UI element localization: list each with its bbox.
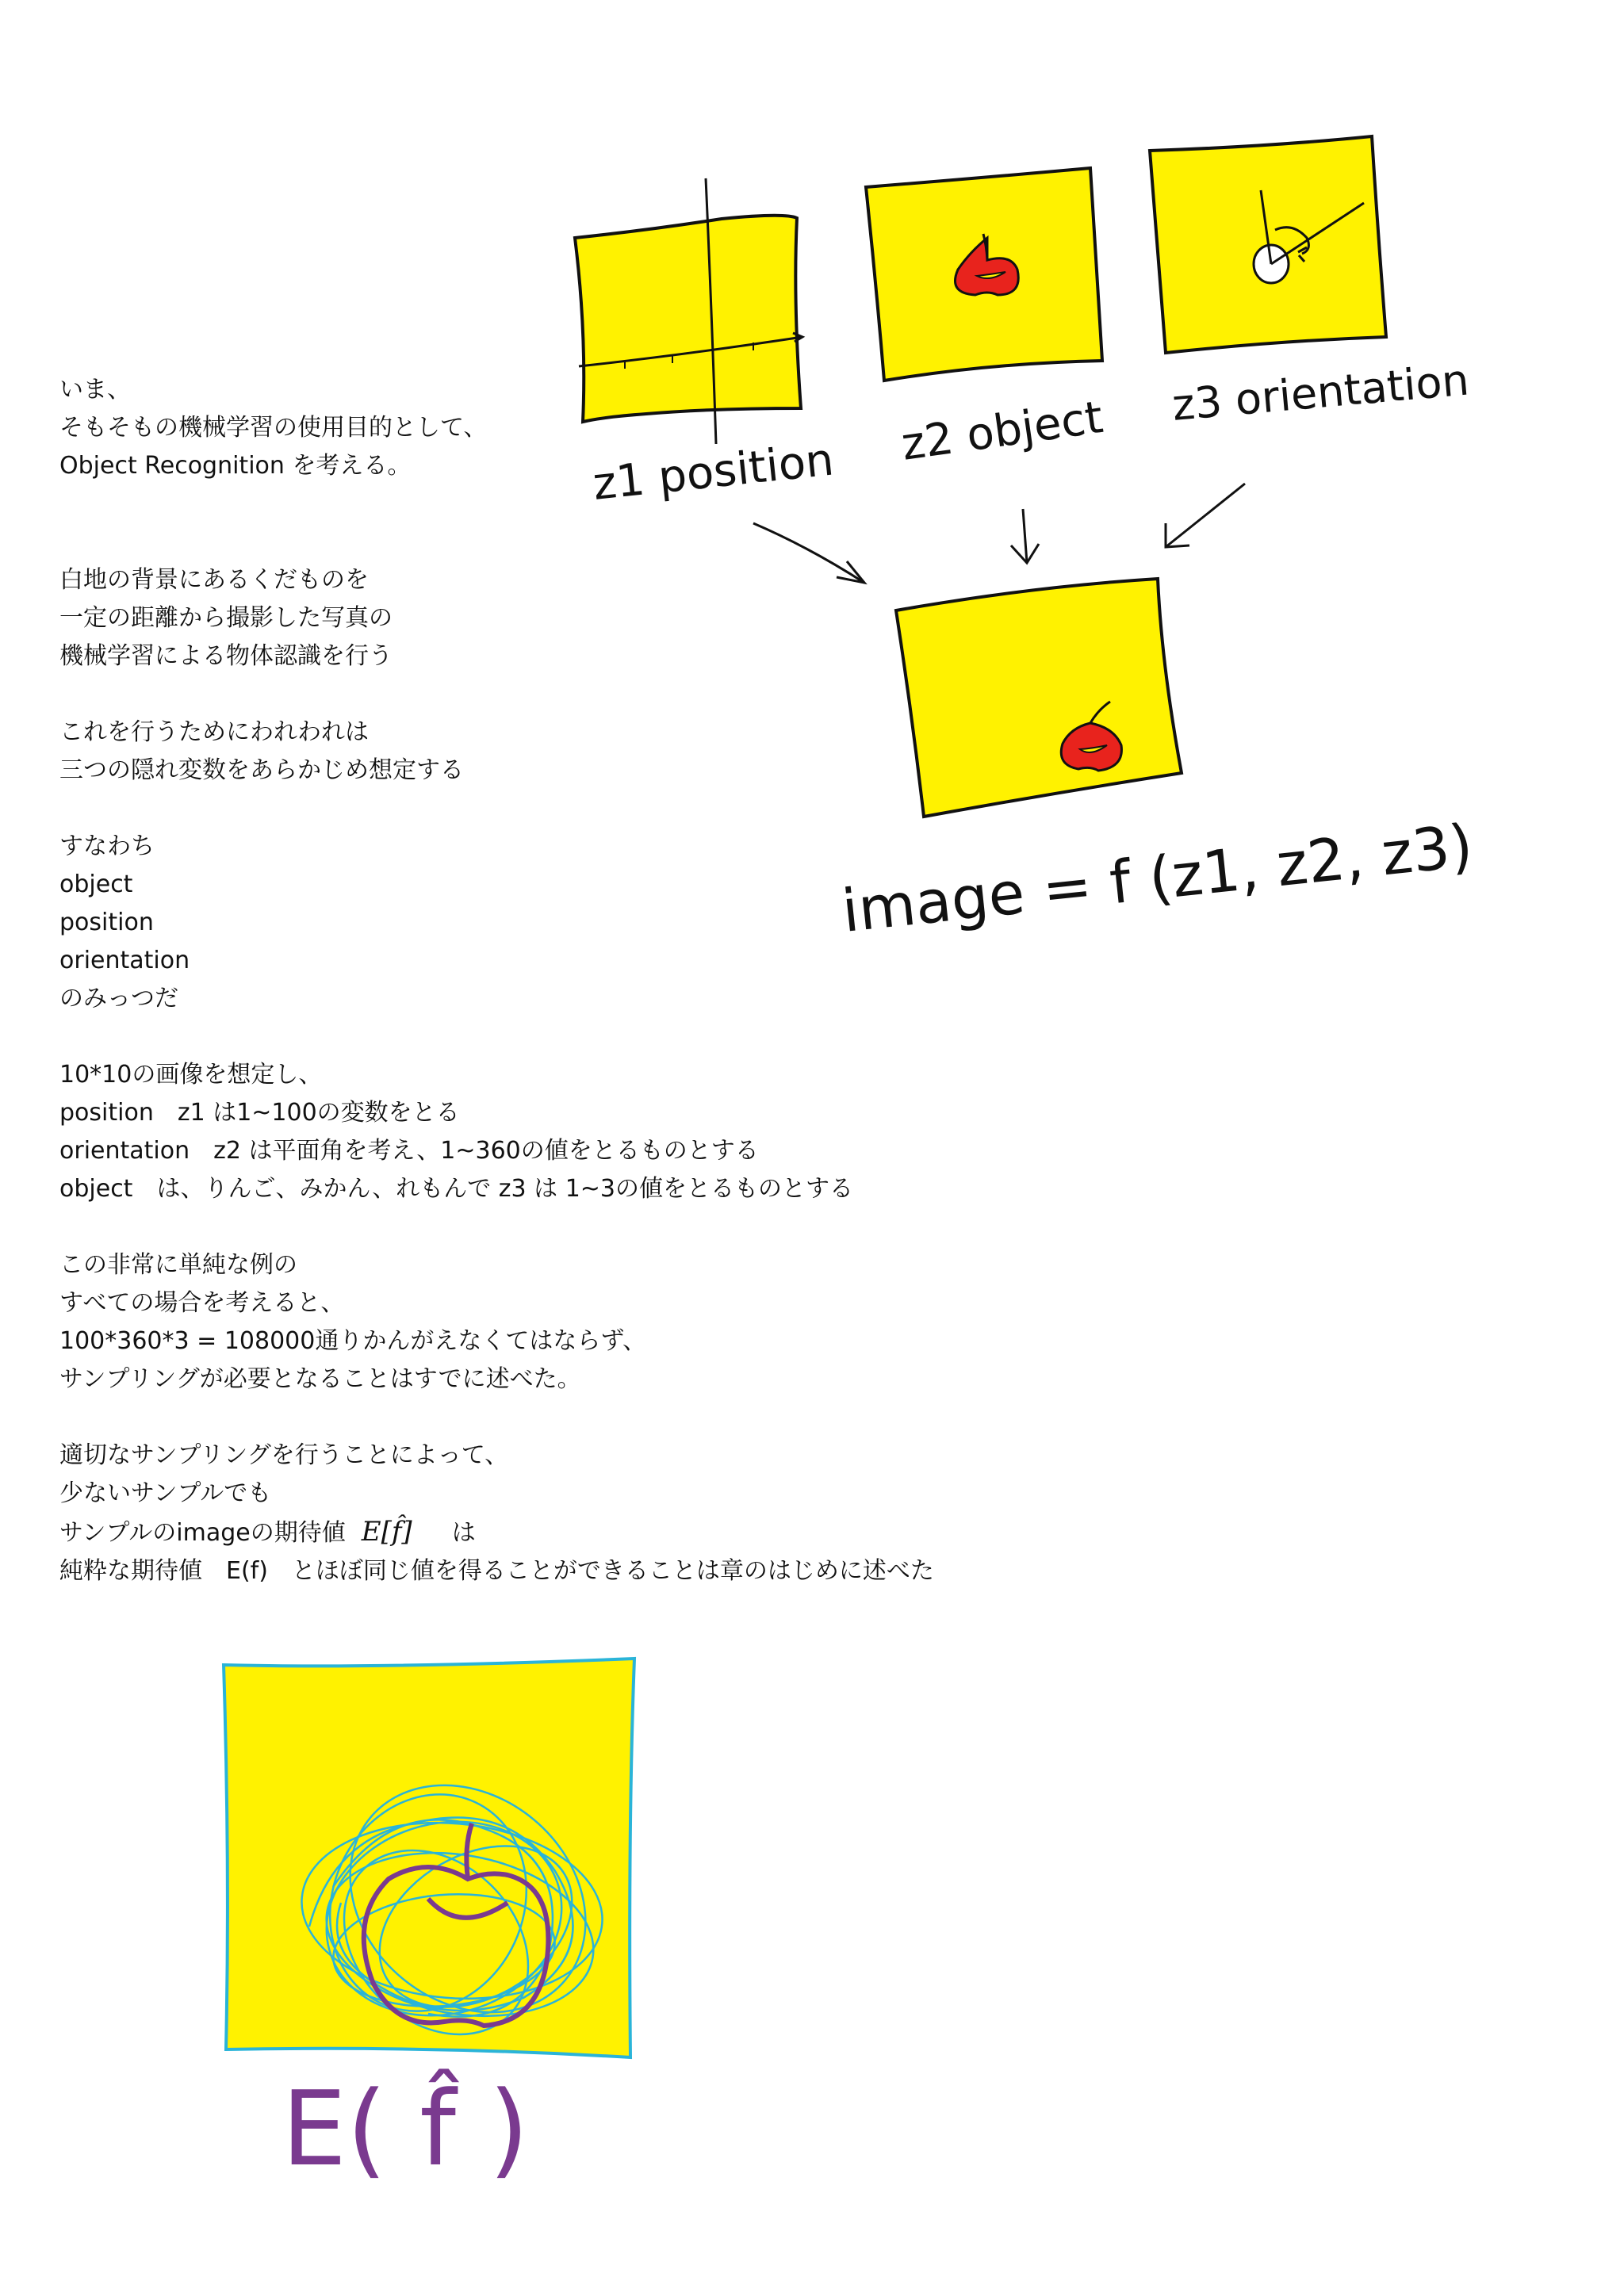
z1-position-square (575, 178, 802, 444)
result-image-square (896, 579, 1182, 817)
z2-label: z2 object (898, 391, 1106, 471)
z3-orientation-square (1150, 136, 1386, 353)
text-line: object は、りんご、みかん、れもんで z3 は 1~3の値をとるものとする (59, 1175, 853, 1203)
z1-label: z1 position (590, 434, 837, 511)
expectation-square (224, 1659, 634, 2072)
formula: image = f (z1, z2, z3) (838, 811, 1477, 946)
text-line: Object Recognition を考える。 (59, 452, 412, 480)
text-line: 100*360*3 = 108000通りかんがえなくてはならず、 (59, 1327, 646, 1355)
text-line: いま、 (59, 376, 131, 404)
arrows (753, 484, 1245, 583)
text-line: 一定の距離から撮影した写真の (59, 604, 393, 632)
text-line: 少ないサンプルでも (59, 1479, 272, 1507)
text-line: 純粋な期待値 E(f) とほぼ同じ値を得ることができることは章のはじめに述べた (59, 1557, 934, 1585)
text-line: 機械学習による物体認識を行う (59, 642, 393, 670)
text-line: position z1 は1~100の変数をとる (59, 1099, 460, 1127)
z3-label: z3 orientation (1170, 354, 1471, 430)
text-line: 適切なサンプリングを行うことによって、 (59, 1441, 509, 1469)
text-line: 10*10の画像を想定し、 (59, 1061, 323, 1089)
text-line: これを行うためにわれわれは (59, 718, 369, 746)
expectation-math: E[f̂] (361, 1516, 412, 1548)
text-line: すべての場合を考えると、 (59, 1289, 345, 1317)
text-line: そもそもの機械学習の使用目的として、 (59, 414, 488, 442)
text-line: この非常に単純な例の (59, 1251, 297, 1279)
text-line: のみっつだ (59, 985, 178, 1012)
text-line: object (59, 871, 133, 898)
expectation-label: E( f̂ ) (282, 2068, 529, 2189)
text-line: 三つの隠れ変数をあらかじめ想定する (59, 756, 464, 784)
z2-object-square (866, 168, 1102, 381)
expectation-text-after: は (451, 1519, 476, 1547)
text-line: すなわち (59, 832, 155, 860)
text-line: 白地の背景にあるくだものを (59, 566, 369, 594)
expectation-text-before: サンプルのimageの期待値 (59, 1519, 346, 1547)
text-line: orientation (59, 947, 190, 974)
text-line: position (59, 909, 154, 936)
text-line: サンプリングが必要となることはすでに述べた。 (59, 1365, 581, 1393)
text-line: orientation z2 は平面角を考え、1~360の値をとるものとする (59, 1137, 759, 1165)
